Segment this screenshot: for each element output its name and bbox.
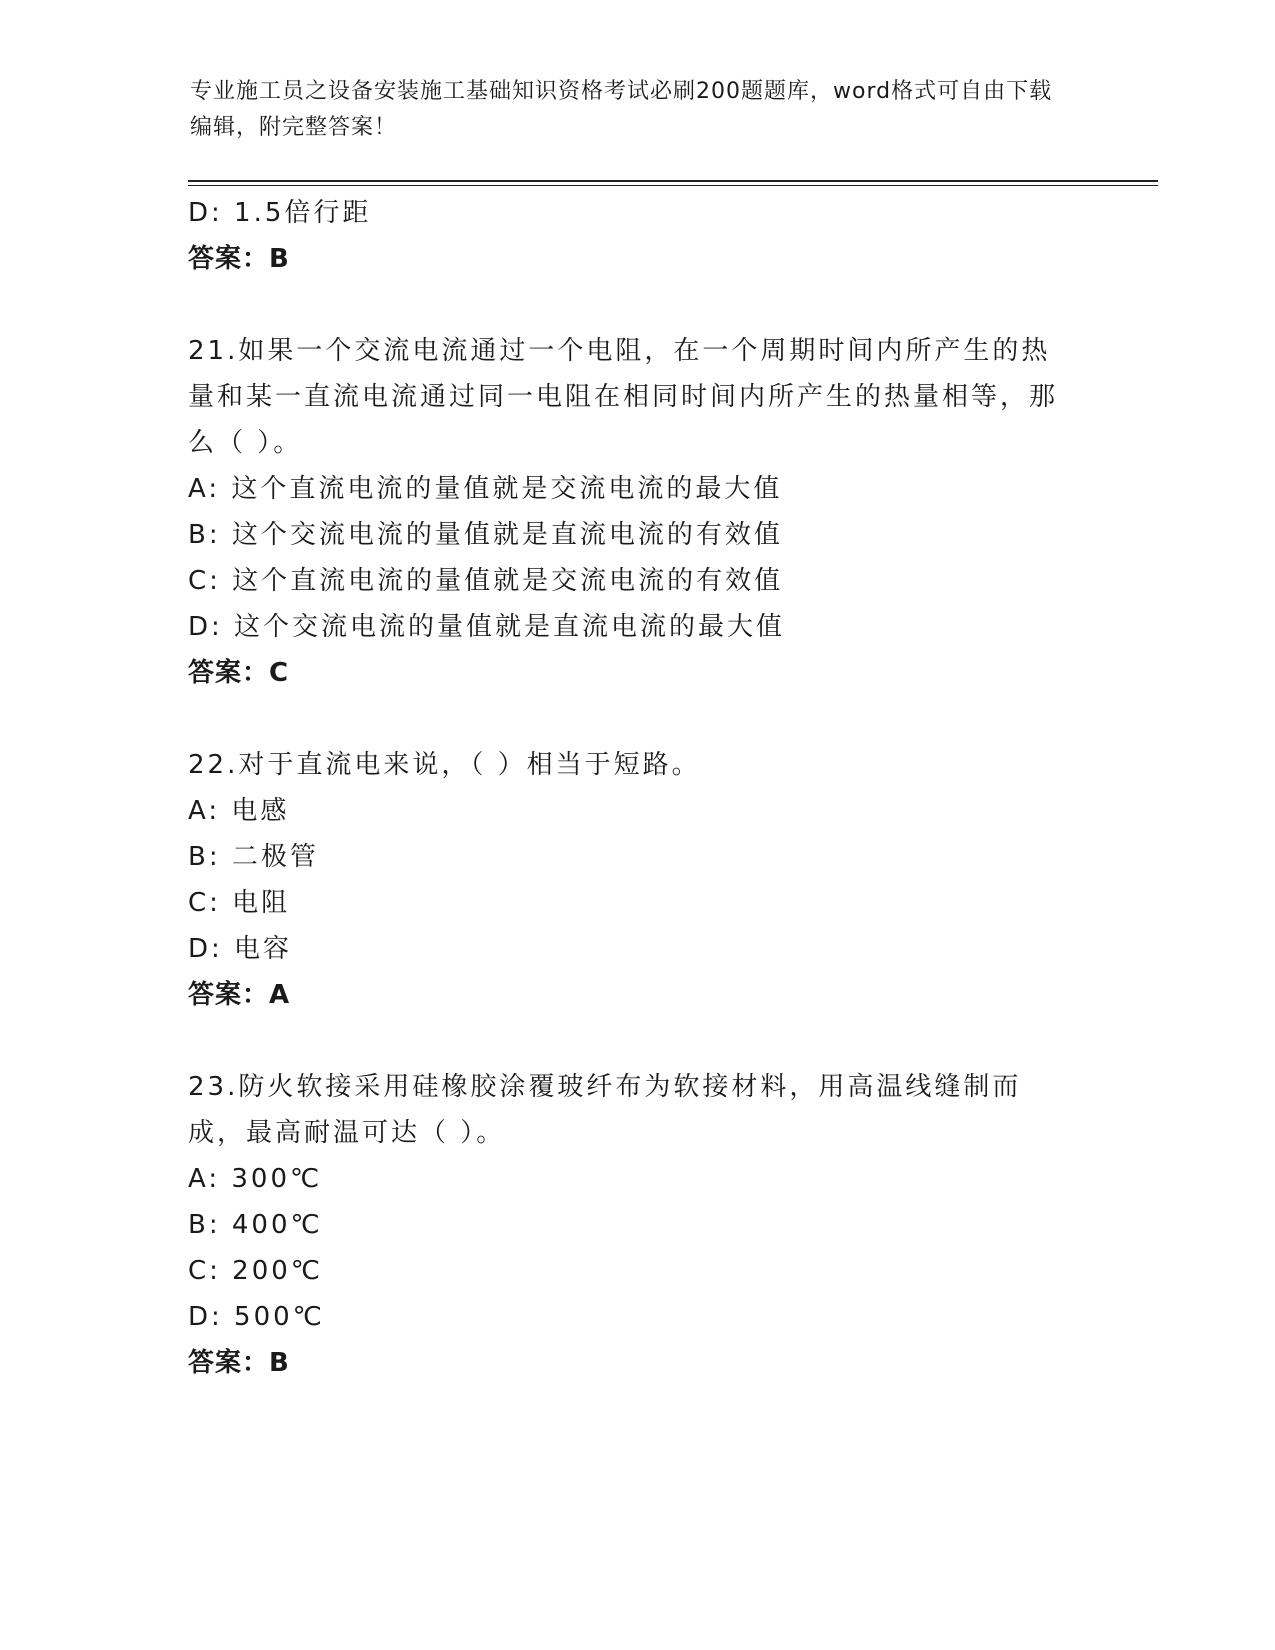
spacer <box>188 1018 1088 1064</box>
question-23-answer: 答案：B <box>188 1348 290 1378</box>
page-header: 专业施工员之设备安装施工基础知识资格考试必刷200题题库，word格式可自由下载编辑，附完整答案！ <box>190 79 1053 140</box>
question-22-option-a: A: 电感 <box>188 796 290 826</box>
question-22-stem: 22.对于直流电来说，（ ）相当于短路。 <box>188 750 701 780</box>
spacer <box>188 282 1088 328</box>
question-22-answer: 答案：A <box>188 980 291 1010</box>
carryover-option-d: D: 1.5倍行距 <box>188 198 372 228</box>
question-content <box>188 190 1088 1386</box>
question-21-option-d: D: 这个交流电流的量值就是直流电流的最大值 <box>188 612 786 642</box>
question-23-option-c: C: 200℃ <box>188 1256 324 1286</box>
carryover-answer: 答案：B <box>188 244 290 274</box>
spacer <box>188 696 1088 742</box>
question-23-option-b: B: 400℃ <box>188 1210 323 1240</box>
question-21-option-a: A: 这个直流电流的量值就是交流电流的最大值 <box>188 474 783 504</box>
header-divider-thin <box>188 185 1158 186</box>
question-23-option-d: D: 500℃ <box>188 1302 325 1332</box>
question-21-stem: 21.如果一个交流电流通过一个电阻，在一个周期时间内所产生的热量和某一直流电流通过同一电阻在相同时间内所产生的热量相等，那么（ ）。 <box>188 336 1059 458</box>
question-21-option-c: C: 这个直流电流的量值就是交流电流的有效值 <box>188 566 784 596</box>
question-22-option-b: B: 二极管 <box>188 842 319 872</box>
question-21-option-b: B: 这个交流电流的量值就是直流电流的有效值 <box>188 520 783 550</box>
question-23-stem: 23.防火软接采用硅橡胶涂覆玻纤布为软接材料，用高温线缝制而成，最高耐温可达（ ）。 <box>188 1072 1022 1148</box>
question-21-answer: 答案：C <box>188 658 290 688</box>
header-divider-thick <box>188 180 1158 182</box>
question-23-option-a: A: 300℃ <box>188 1164 323 1194</box>
question-22-option-c: C: 电阻 <box>188 888 291 918</box>
question-22-option-d: D: 电容 <box>188 934 293 964</box>
